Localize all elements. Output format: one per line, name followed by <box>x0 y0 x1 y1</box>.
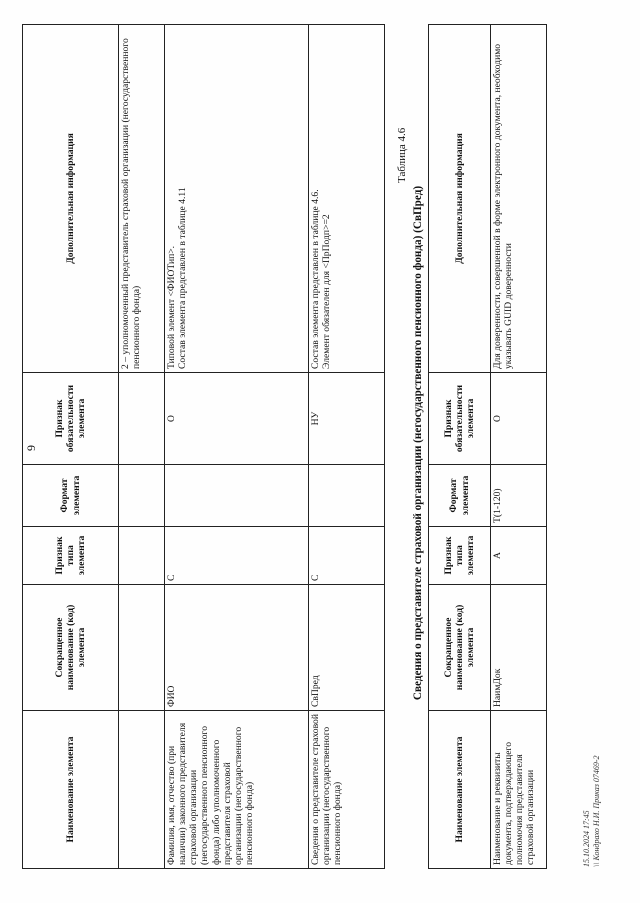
table-row <box>309 25 385 869</box>
footer-line: 15.10.2024 17:45 <box>582 810 591 867</box>
header-cell: Признак типа элемента <box>429 527 491 585</box>
header-cell: Признак типа элемента <box>23 527 119 585</box>
table-caption: Таблица 4.6 <box>396 127 408 183</box>
header-cell: Формат элемента <box>429 465 491 527</box>
header-cell: Формат элемента <box>23 465 119 527</box>
table-cell <box>165 465 309 527</box>
table-cell: Состав элемента представлен в таблице 4.6. Элемент обязателен для <ПрПодп>=2 <box>309 25 385 373</box>
table-cell: С <box>309 527 385 585</box>
table-cell <box>119 465 165 527</box>
table-cell <box>119 527 165 585</box>
table-cell: А <box>491 527 547 585</box>
table-cell: СвПред <box>309 585 385 711</box>
table-cell: ФИО <box>165 585 309 711</box>
table-row <box>491 25 547 869</box>
table-cell: НУ <box>309 373 385 465</box>
table-cell: О <box>165 373 309 465</box>
header-cell: Сокращенное наименование (код) элемента <box>429 585 491 711</box>
table-cell: Фамилия, имя, отчество (при наличии) законного представителя страховой организации (негосударственного пенсионного фонда) либо уполномоченного представителя страховой организации (негосударственного пенсионного фонда) <box>165 711 309 869</box>
table-cell: 2 – уполномоченный представитель страховой организации (негосударственного пенсионного фонда) <box>119 25 165 373</box>
table-header-row <box>429 25 491 869</box>
table-cell <box>119 585 165 711</box>
table-header-row <box>23 25 119 869</box>
table-4-6 <box>428 24 547 869</box>
header-cell: Дополнительная информация <box>23 25 119 373</box>
table-cell: Сведения о представителе страховой организации (негосударственного пенсионного фонда) <box>309 711 385 869</box>
table-cell: О <box>491 373 547 465</box>
header-cell: Признак обязательности элемента <box>429 373 491 465</box>
table-cell: T(1-120) <box>491 465 547 527</box>
table-cell <box>119 711 165 869</box>
header-cell: Наименование элемента <box>23 711 119 869</box>
table-cell <box>309 465 385 527</box>
table-cell <box>119 373 165 465</box>
footer-note <box>582 756 602 867</box>
table-cell: Наименование и реквизиты документа, подтверждающего полномочия представителя страховой организации <box>491 711 547 869</box>
table-row <box>119 25 165 869</box>
table-title: Сведения о представителе страховой организации (негосударственного пенсионного фонда) (СвПред) <box>412 185 424 701</box>
page-number: 9 <box>24 445 38 451</box>
header-cell: Наименование элемента <box>429 711 491 869</box>
table-cell: Типовой элемент <ФИОТип>. Состав элемента представлен в таблице 4.11 <box>165 25 309 373</box>
header-cell: Признак обязательности элемента <box>23 373 119 465</box>
header-cell: Сокращенное наименование (код) элемента <box>23 585 119 711</box>
table-row <box>165 25 309 869</box>
table-cell: Для доверенности, совершенной в форме электронного документа, необходимо указывать GUID доверенности <box>491 25 547 373</box>
header-cell: Дополнительная информация <box>429 25 491 373</box>
table-continued <box>22 24 385 869</box>
footer-line: \\ Кондрахо Н.И. Приказ 07469-2 <box>592 755 601 867</box>
table-cell: НаимДок <box>491 585 547 711</box>
table-cell: С <box>165 527 309 585</box>
